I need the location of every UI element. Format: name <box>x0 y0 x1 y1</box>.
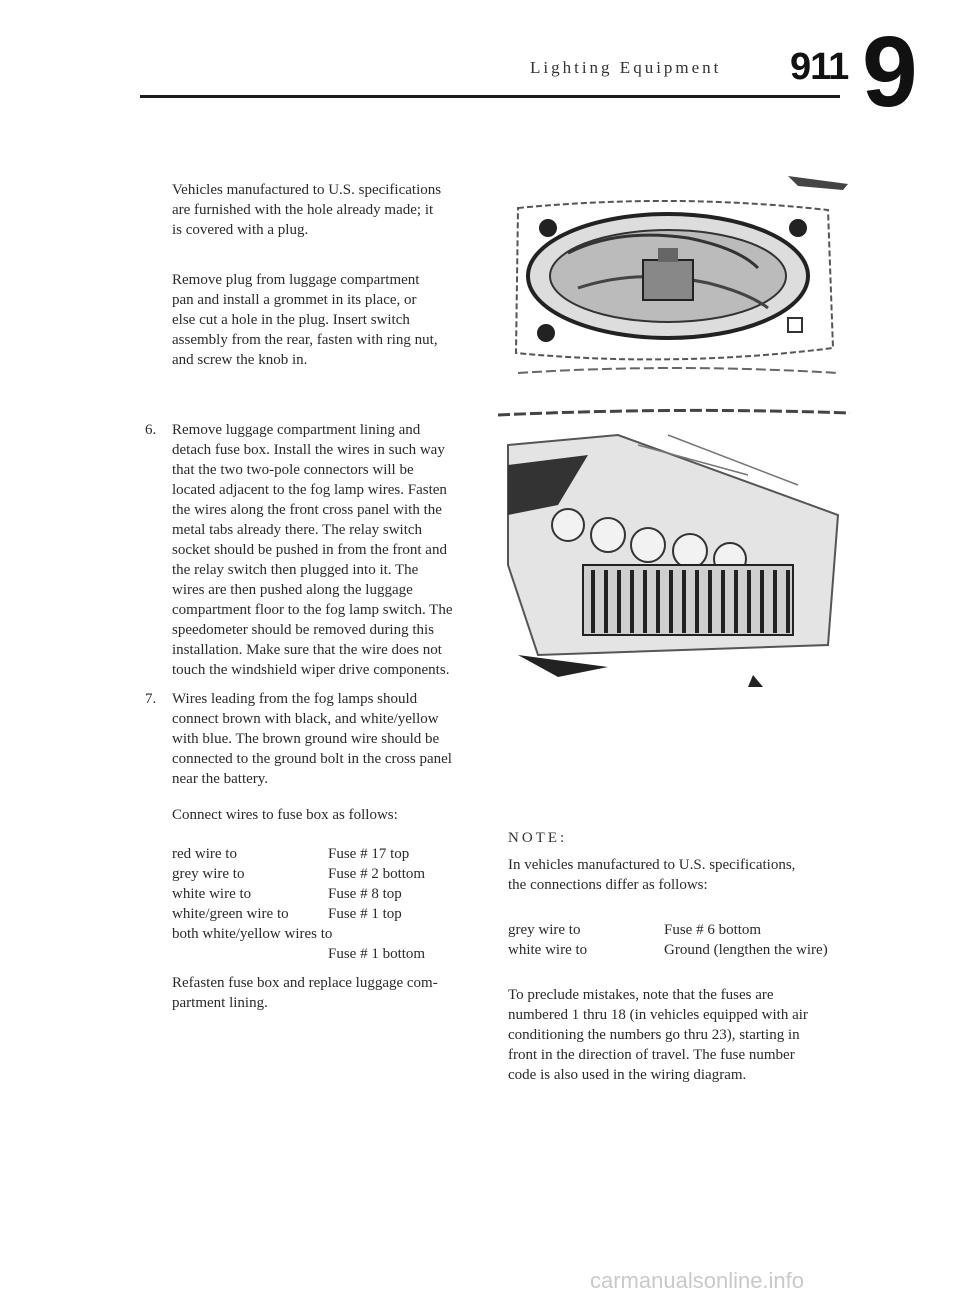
table-row <box>172 886 425 906</box>
fuse-box-photo <box>498 405 850 697</box>
wire-table <box>172 846 425 966</box>
text-line: is covered with a plug. <box>172 222 309 238</box>
text-line: the wires along the front cross panel with the <box>172 502 442 518</box>
chapter-number: 9 <box>862 16 918 128</box>
table-row <box>172 846 425 866</box>
text-line: else cut a hole in the plug. Insert switch <box>172 312 410 328</box>
table-row <box>508 942 828 962</box>
text-line: with blue. The brown ground wire should be <box>172 731 440 747</box>
text-line: installation. Make sure that the wire does not <box>172 642 442 658</box>
wire-cell <box>172 946 328 966</box>
fuse-cell: Fuse # 1 top <box>328 906 402 922</box>
text-line: In vehicles manufactured to U.S. specifications, <box>508 857 796 873</box>
text-line: partment lining. <box>172 995 268 1011</box>
preclude-paragraph <box>508 985 868 1085</box>
header-rule <box>140 95 840 98</box>
text-line: speedometer should be removed during this <box>172 622 435 638</box>
text-line: that the two two-pole connectors will be <box>172 462 414 478</box>
table-row <box>172 946 425 966</box>
text-line: conditioning the numbers go thru 23), starting in <box>508 1027 800 1043</box>
section-title: Lighting Equipment <box>530 58 722 77</box>
text-line: Wires leading from the fog lamps should <box>172 691 418 707</box>
text-line: Remove plug from luggage compartment <box>172 272 420 288</box>
text-line: are furnished with the hole already made; it <box>172 202 434 218</box>
fuse-cell: Fuse # 8 top <box>328 886 402 902</box>
text-line: and screw the knob in. <box>172 352 308 368</box>
wire-cell: grey wire to <box>172 866 245 882</box>
text-line: located adjacent to the fog lamp wires. Fasten <box>172 482 447 498</box>
text-line: near the battery. <box>172 771 269 787</box>
intro-paragraph <box>172 180 472 240</box>
us-wire-table <box>508 922 828 962</box>
text-line: the connections differ as follows: <box>508 877 708 893</box>
watermark-text[interactable]: carmanualsonline.info <box>590 1268 805 1293</box>
wire-cell: red wire to <box>172 846 237 862</box>
note-label: NOTE: <box>508 830 568 846</box>
luggage-compartment-photo <box>498 168 850 390</box>
text-line: wires are then pushed along the luggage <box>172 582 413 598</box>
table-row <box>172 906 425 926</box>
model-number: 911 <box>790 46 849 88</box>
text-line: Refasten fuse box and replace luggage com- <box>172 975 438 991</box>
text-line: Remove luggage compartment lining and <box>172 422 421 438</box>
text-line: detach fuse box. Install the wires in such way <box>172 442 445 458</box>
table-row <box>508 922 828 942</box>
list-item-7 <box>172 689 482 789</box>
dest-cell: Fuse # 6 bottom <box>664 922 762 938</box>
wire-cell: both white/yellow wires to <box>172 926 333 942</box>
text-line: metal tabs already there. The relay switch <box>172 522 423 538</box>
note-intro <box>508 855 868 895</box>
text-line: socket should be pushed in from the front and <box>172 542 447 558</box>
fuse-cell: Fuse # 2 bottom <box>328 866 426 882</box>
dest-cell: Ground (lengthen the wire) <box>664 942 828 958</box>
list-item-6 <box>172 420 482 680</box>
remove-plug-paragraph <box>172 270 472 370</box>
list-number: 7. <box>145 691 157 707</box>
text-line: assembly from the rear, fasten with ring nut, <box>172 332 438 348</box>
list-number: 6. <box>145 422 157 438</box>
text-line: front in the direction of travel. The fuse number <box>508 1047 795 1063</box>
text-line: compartment floor to the fog lamp switch. The <box>172 602 453 618</box>
wire-cell: white/green wire to <box>172 906 289 922</box>
text-line: numbered 1 thru 18 (in vehicles equipped with air <box>508 1007 808 1023</box>
text-line: the relay switch then plugged into it. The <box>172 562 419 578</box>
table-row <box>172 926 425 946</box>
wire-cell: white wire to <box>508 942 588 958</box>
text-line: touch the windshield wiper drive components. <box>172 662 450 678</box>
refasten-paragraph <box>172 973 482 1013</box>
connect-intro: Connect wires to fuse box as follows: <box>172 807 398 823</box>
fuse-cell: Fuse # 1 bottom <box>328 946 426 962</box>
text-line: code is also used in the wiring diagram. <box>508 1067 747 1083</box>
text-line: Vehicles manufactured to U.S. specifications <box>172 182 442 198</box>
text-line: To preclude mistakes, note that the fuses are <box>508 987 774 1003</box>
table-row <box>172 866 425 886</box>
wire-cell: white wire to <box>172 886 252 902</box>
text-line: connected to the ground bolt in the cross panel <box>172 751 452 767</box>
text-line: connect brown with black, and white/yellow <box>172 711 439 727</box>
fuse-cell: Fuse # 17 top <box>328 846 410 862</box>
text-line: pan and install a grommet in its place, or <box>172 292 417 308</box>
wire-cell: grey wire to <box>508 922 581 938</box>
